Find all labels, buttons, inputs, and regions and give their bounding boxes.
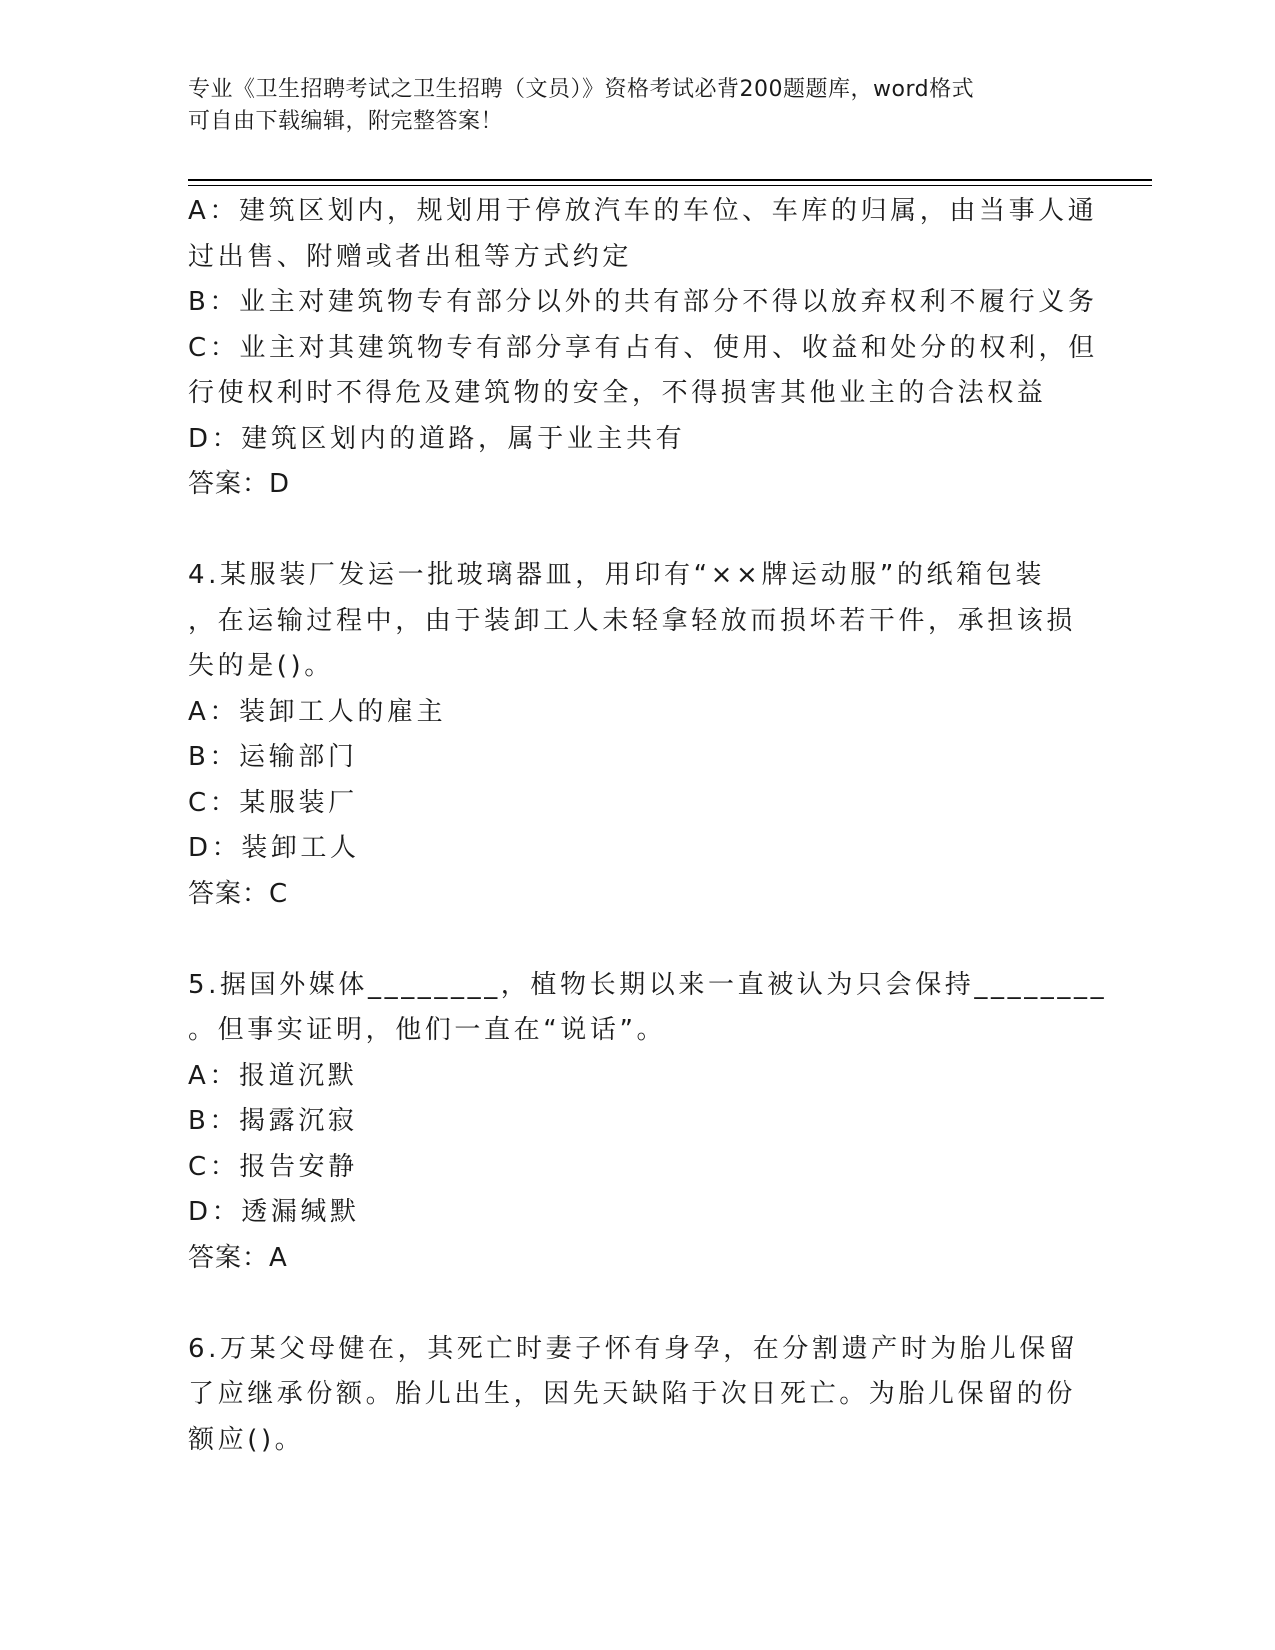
header-divider-thin	[188, 185, 1152, 186]
header-line-2: 可自由下载编辑，附完整答案！	[188, 109, 504, 134]
question-stem-line-2: 。但事实证明，他们一直在“说话”。	[188, 1015, 667, 1045]
question-spacer	[188, 1281, 1088, 1327]
option-a: A：报道沉默	[188, 1060, 358, 1091]
question-5	[188, 963, 1108, 1282]
option-b: B：运输部门	[188, 742, 358, 772]
option-c: C：某服装厂	[188, 787, 358, 818]
document-header	[188, 74, 1088, 138]
option-a-line-1: A：建筑区划内，规划用于停放汽车的车位、车库的归属，由当事人通	[188, 196, 1098, 226]
option-a-line-2: 过出售、附赠或者出租等方式约定	[188, 241, 633, 272]
question-spacer	[188, 508, 1088, 554]
header-divider-thick	[188, 179, 1152, 181]
option-b: B：业主对建筑物专有部分以外的共有部分不得以放弃权利不履行义务	[188, 287, 1098, 317]
question-6	[188, 1327, 1088, 1464]
question-stem-line-3: 额应()。	[188, 1424, 305, 1455]
question-stem-line-3: 失的是()。	[188, 651, 334, 681]
option-c-line-1: C：业主对其建筑物专有部分享有占有、使用、收益和处分的权利，但	[188, 332, 1098, 363]
question-list	[188, 189, 1108, 1463]
question-spacer	[188, 917, 1088, 963]
option-c-line-2: 行使权利时不得危及建筑物的安全，不得损害其他业主的合法权益	[188, 378, 1047, 408]
question-stem-line-1: 5.据国外媒体________，植物长期以来一直被认为只会保持________	[188, 969, 1108, 1000]
option-b: B：揭露沉寂	[188, 1106, 358, 1136]
answer: 答案：C	[188, 878, 289, 909]
question-4	[188, 553, 1088, 917]
option-d: D：装卸工人	[188, 833, 360, 863]
question-stem-line-1: 6.万某父母健在，其死亡时妻子怀有身孕，在分割遗产时为胎儿保留	[188, 1333, 1079, 1364]
question-3	[188, 189, 1098, 508]
option-c: C：报告安静	[188, 1151, 358, 1182]
header-line-1: 专业《卫生招聘考试之卫生招聘（文员）》资格考试必背200题题库，word格式	[188, 77, 975, 102]
answer: 答案：D	[188, 469, 291, 499]
question-stem-line-2: ，在运输过程中，由于装卸工人未轻拿轻放而损坏若干件，承担该损	[188, 605, 1077, 636]
question-stem-line-2: 了应继承份额。胎儿出生，因先天缺陷于次日死亡。为胎儿保留的份	[188, 1379, 1077, 1409]
option-d: D：建筑区划内的道路，属于业主共有	[188, 423, 686, 454]
option-d: D：透漏缄默	[188, 1197, 360, 1227]
option-a: A：装卸工人的雇主	[188, 696, 447, 727]
question-stem-line-1: 4.某服装厂发运一批玻璃器皿，用印有“××牌运动服”的纸箱包装	[188, 560, 1045, 590]
answer: 答案：A	[188, 1242, 288, 1273]
